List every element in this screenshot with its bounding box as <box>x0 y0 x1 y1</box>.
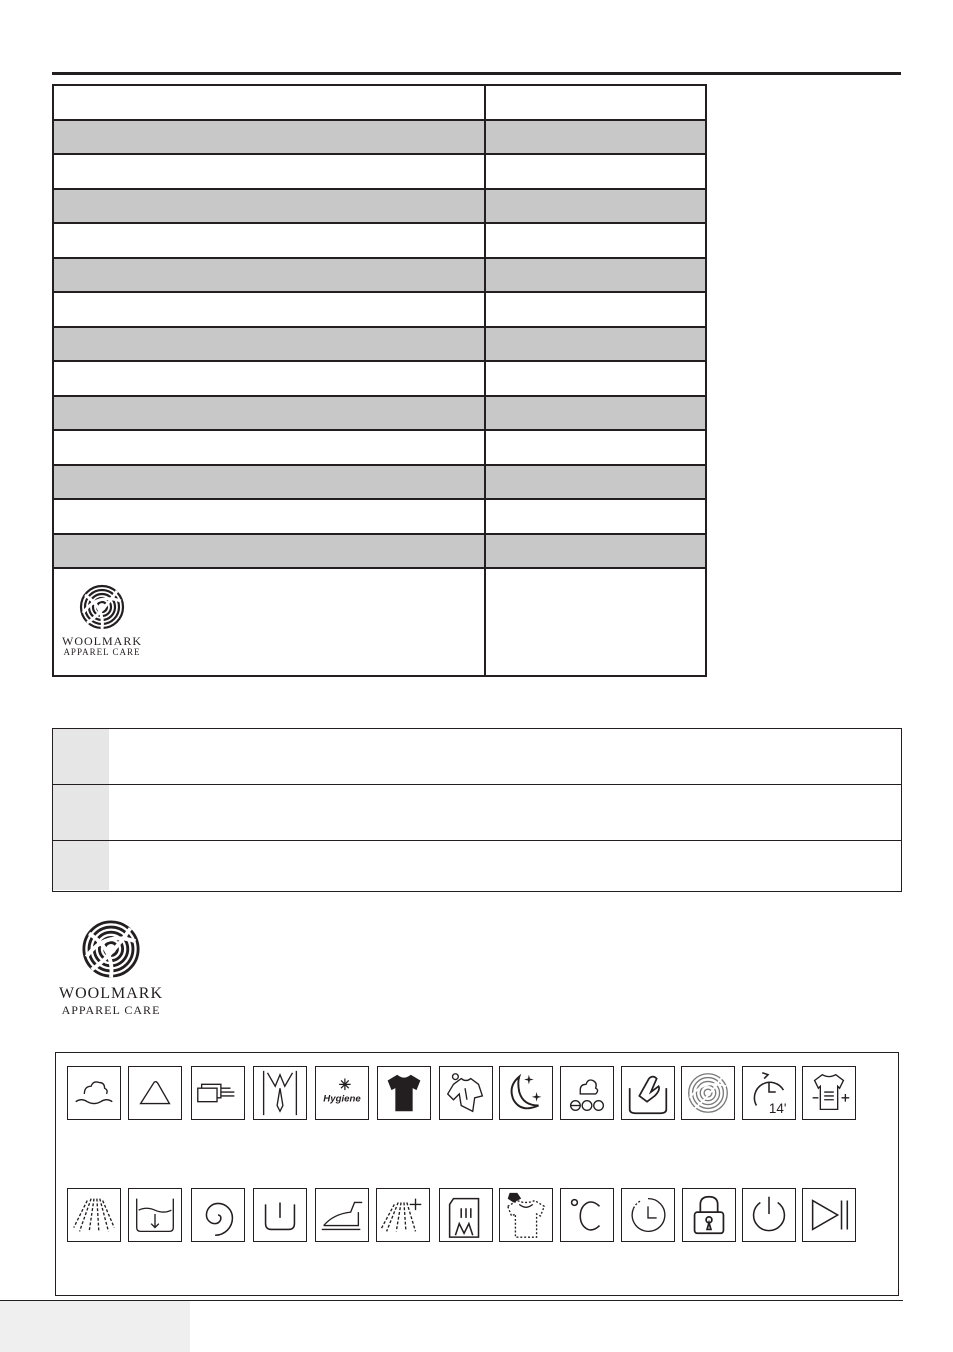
top-rule <box>52 72 901 75</box>
rinse-icon[interactable] <box>67 1188 121 1242</box>
table-row <box>54 86 705 121</box>
auto-dose-icon[interactable] <box>439 1188 493 1242</box>
temperature-icon[interactable] <box>560 1188 614 1242</box>
xpress-14-icon[interactable] <box>742 1066 796 1120</box>
baby-protect-icon[interactable] <box>439 1066 493 1120</box>
steam-add-icon[interactable] <box>802 1066 856 1120</box>
table-row <box>53 841 901 890</box>
woolmark-wordmark: WOOLMARK <box>62 634 142 648</box>
table-row <box>54 569 705 675</box>
prewash-icon[interactable] <box>376 1188 430 1242</box>
stop-icon[interactable] <box>253 1188 307 1242</box>
table-row <box>54 121 705 156</box>
spin-icon[interactable] <box>191 1188 245 1242</box>
row-key <box>53 729 109 784</box>
power-icon[interactable] <box>742 1188 796 1242</box>
table-row <box>54 397 705 432</box>
pet-hair-icon[interactable] <box>499 1188 553 1242</box>
woolmark-logo <box>60 583 144 657</box>
table-row <box>54 328 705 363</box>
end-time-icon[interactable] <box>621 1188 675 1242</box>
row-key <box>53 841 109 890</box>
row-key <box>53 785 109 840</box>
bedding-icon[interactable] <box>191 1066 245 1120</box>
eco-clean-icon[interactable] <box>560 1066 614 1120</box>
table-row <box>54 259 705 294</box>
night-mode-icon[interactable] <box>499 1066 553 1120</box>
child-lock-icon[interactable] <box>682 1188 736 1242</box>
hand-wash-icon[interactable] <box>621 1066 675 1120</box>
table-row <box>54 155 705 190</box>
notes-table <box>52 728 902 892</box>
drain-icon[interactable] <box>128 1188 182 1242</box>
woolmark-ball-icon <box>77 583 127 631</box>
dark-care-icon[interactable] <box>377 1066 431 1120</box>
woolmark-logo-large <box>52 918 170 1016</box>
woolmark-subtitle: APPAREL CARE <box>61 1003 161 1017</box>
woolmark-subtitle: APPAREL CARE <box>63 647 141 657</box>
table-row <box>54 362 705 397</box>
woolmark-icon[interactable] <box>681 1066 735 1120</box>
programme-table <box>52 84 707 677</box>
delicates-icon[interactable] <box>67 1066 121 1120</box>
table-row <box>54 466 705 501</box>
synthetics-icon[interactable] <box>128 1066 182 1120</box>
table-row <box>54 293 705 328</box>
hygiene-icon[interactable] <box>315 1066 369 1120</box>
table-row <box>53 785 901 841</box>
table-row <box>54 500 705 535</box>
woolmark-ball-icon <box>78 918 144 980</box>
table-row <box>54 535 705 570</box>
start-pause-icon[interactable] <box>802 1188 856 1242</box>
shirts-icon[interactable] <box>253 1066 307 1120</box>
easy-iron-icon[interactable] <box>315 1188 369 1242</box>
table-row <box>54 224 705 259</box>
table-row <box>53 729 901 785</box>
table-row <box>54 431 705 466</box>
page-footer-box <box>0 1301 190 1352</box>
xpress-label: 14' <box>768 1101 787 1117</box>
woolmark-wordmark: WOOLMARK <box>59 985 163 1002</box>
table-row <box>54 190 705 225</box>
hygiene-label: Hygiene <box>323 1093 361 1105</box>
control-panel-icons <box>55 1052 899 1296</box>
